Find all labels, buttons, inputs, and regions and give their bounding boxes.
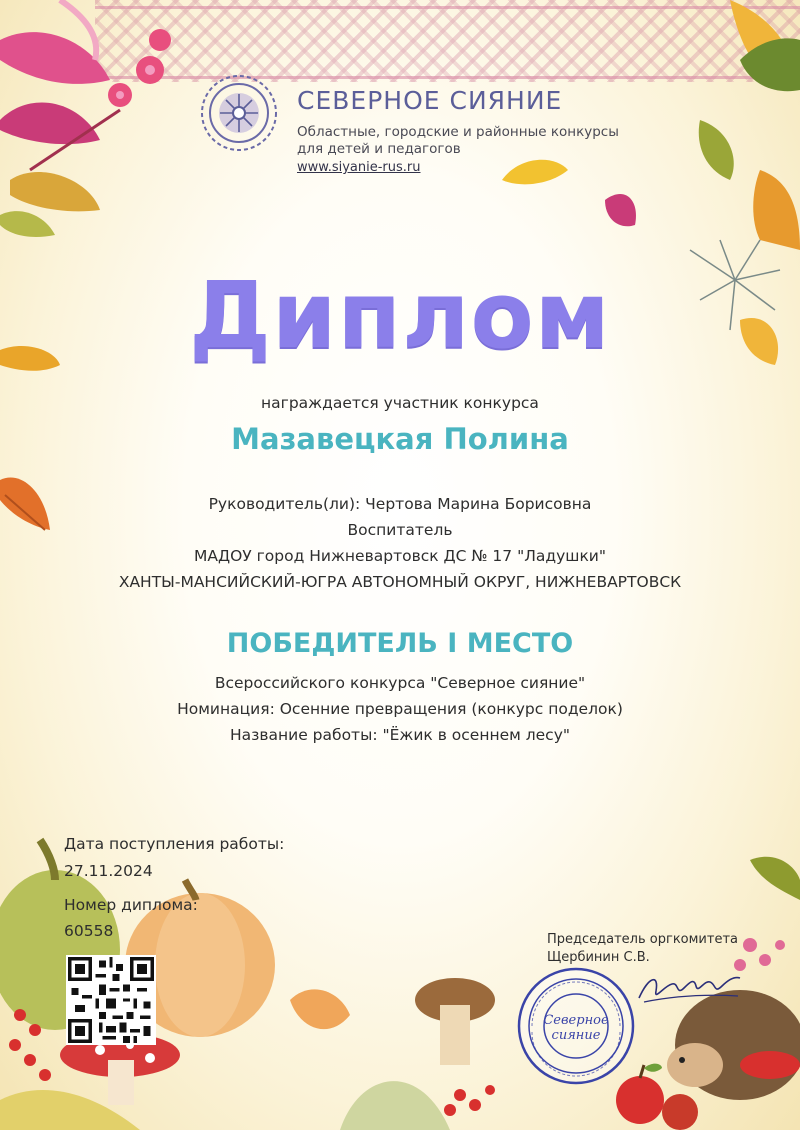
recipient-name: Мазавецкая Полина [231,422,569,456]
mushrooms-bottom-icon [280,960,540,1130]
diploma-title: Диплом [189,262,611,369]
nomination: Номинация: Осенние превращения (конкурс поделок) [177,700,623,718]
number-value: 60558 [64,922,114,940]
flowers-top-left-icon [0,0,200,260]
institution-line: МАДОУ город Нижневартовск ДС № 17 "Ладушки" [193,547,607,565]
contest-info-block [0,670,800,748]
awarded-text: награждается участник конкурса [261,394,539,412]
date-label: Дата поступления работы: [64,835,285,853]
contest-name: Всероссийского конкурса "Северное сияние" [214,674,586,692]
date-value: 27.11.2024 [64,862,153,880]
signatory-role: Председатель оргкомитета [547,932,738,947]
supervisor-line: Руководитель(ли): Чертова Марина Борисовна [208,495,592,513]
signatory-block [547,931,738,967]
result-title: ПОБЕДИТЕЛЬ I МЕСТО [226,628,574,659]
supervisor-block [0,491,800,595]
signatory-name: Щербинин С.В. [547,950,650,965]
seal-center-line1: Северное [543,1013,609,1028]
seal-center-line2: сияние [551,1028,601,1043]
region-line: ХАНТЫ-МАНСИЙСКИЙ-ЮГРА АВТОНОМНЫЙ ОКРУГ, НИЖНЕВАРТОВСК [118,573,682,591]
logo-mandala-icon [200,74,278,152]
number-label: Номер диплома: [64,896,198,914]
brand-subtitle-line: для детей и педагогов [297,141,461,157]
seal-stamp [516,966,636,1086]
work-title: Название работы: "Ёжик в осеннем лесу" [229,726,571,744]
supervisor-position: Воспитатель [347,521,453,539]
qr-code[interactable] [66,955,156,1045]
brand-title: СЕВЕРНОЕ СИЯНИЕ [297,86,563,115]
signature [634,966,744,1010]
brand-url-link[interactable]: www.siyanie-rus.ru [297,160,421,175]
brand-subtitle [297,124,619,158]
brand-subtitle-line: Областные, городские и районные конкурсы [297,124,619,140]
